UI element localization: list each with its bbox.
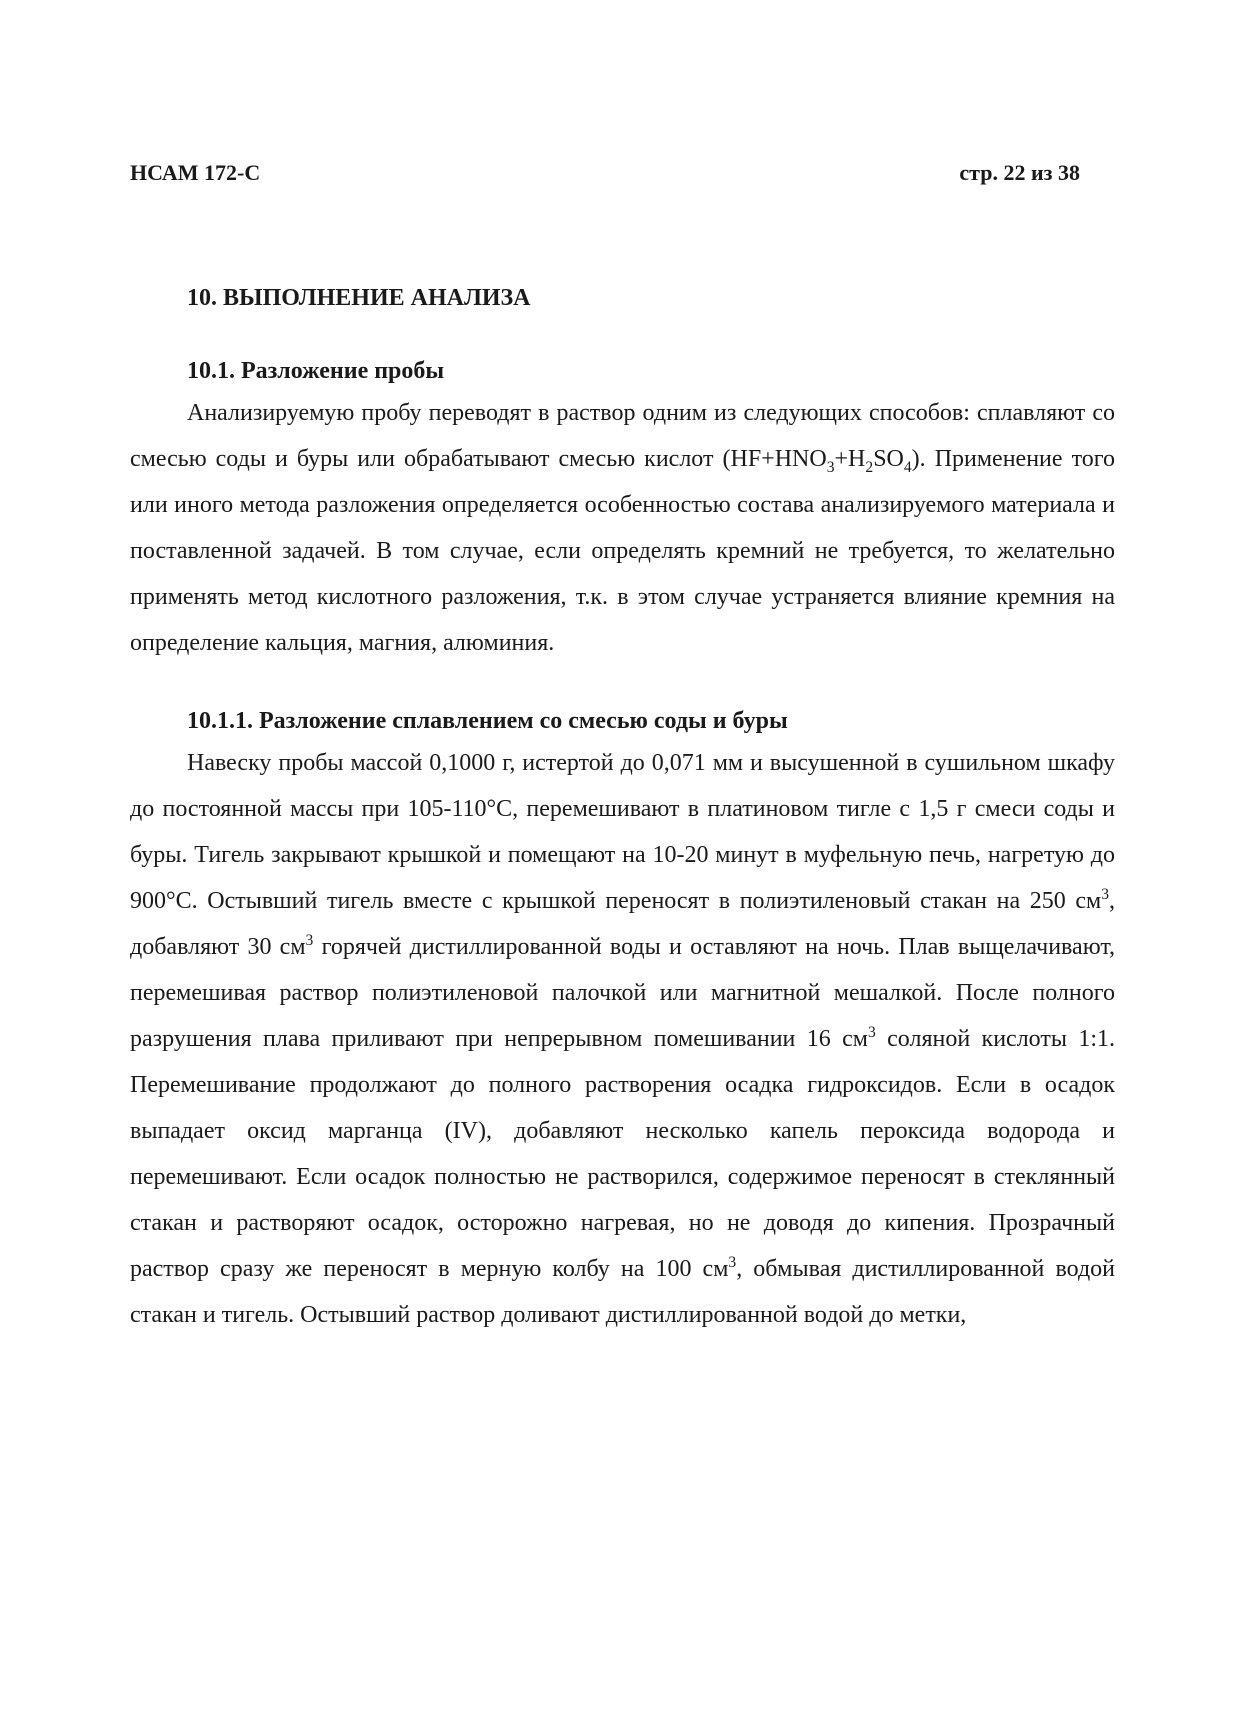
subsection-title-fusion: 10.1.1. Разложение сплавлением со смесью соды и буры: [187, 708, 788, 734]
subscript: 3: [826, 458, 835, 476]
text-run: Анализируемую пробу переводят в раствор одним из следующих способов: сплавляют со смесью соды и буры или обрабатывают смесью кислот (HF+HNO: [130, 400, 1115, 472]
page-header: [130, 160, 1080, 186]
document-body: [130, 280, 1115, 1338]
superscript: 3: [867, 1024, 876, 1041]
paragraph-decomposition-methods: [130, 390, 1115, 666]
text-run: горячей дистиллированной воды и оставляют на ночь. Плав выщелачивают, перемешивая раствор полиэтиленовой палочкой или магнитной мешалкой. После полного разрушения плава приливают при непрерывном помешивании 16 см: [130, 934, 1115, 1052]
text-run: Навеску пробы массой 0,1000 г, истертой до 0,071 мм и высушенной в сушильном шкафу до постоянной массы при 105-110°С, перемешивают в платиновом тигле с 1,5 г смеси соды и буры. Тигель закрывают крышкой и помещают на 10-20 минут в муфельную печь, нагретую до 900°С. Остывший тигель вместе с крышкой переносят в полиэтиленовый стакан на 250 см: [130, 750, 1115, 914]
text-run: ). Применение того или иного метода разложения определяется особенностью состава анализируемого материала и поставленной задачей. В том случае, если определять кремний не требуется, то желательно применять метод кислотного разложения, т.к. в этом случае устраняется влияние кремния на определение кальция, магния, алюминия.: [130, 446, 1115, 656]
text-run: соляной кислоты 1:1. Перемешивание продолжают до полного растворения осадка гидроксидов. Если в осадок выпадает оксид марганца (IV), добавляют несколько капель пероксида водорода и перемешивают. Если осадок полностью не растворился, содержимое переносят в стеклянный стакан и растворяют осадок, осторожно нагревая, но не доводя до кипения. Прозрачный раствор сразу же переносят в мерную колбу на 100 см: [130, 1026, 1115, 1282]
subscript: 4: [903, 458, 912, 476]
page-number: стр. 22 из 38: [959, 160, 1080, 185]
subscript: 2: [865, 458, 874, 476]
superscript: 3: [728, 1254, 737, 1271]
section-title: 10. ВЫПОЛНЕНИЕ АНАЛИЗА: [187, 285, 531, 311]
superscript: 3: [1101, 886, 1109, 903]
text-run: , добавляют 30 см: [130, 888, 1115, 960]
text-run: SO: [873, 446, 904, 472]
document-id: НСАМ 172-С: [130, 160, 261, 185]
paragraph-fusion-procedure: [130, 740, 1115, 1338]
text-run: +H: [834, 446, 866, 472]
superscript: 3: [305, 932, 314, 949]
text-run: , обмывая дистиллированной водой стакан и тигель. Остывший раствор доливают дистиллированной водой до метки,: [130, 1256, 1116, 1328]
subsection-title-decomposition: 10.1. Разложение пробы: [187, 358, 445, 384]
